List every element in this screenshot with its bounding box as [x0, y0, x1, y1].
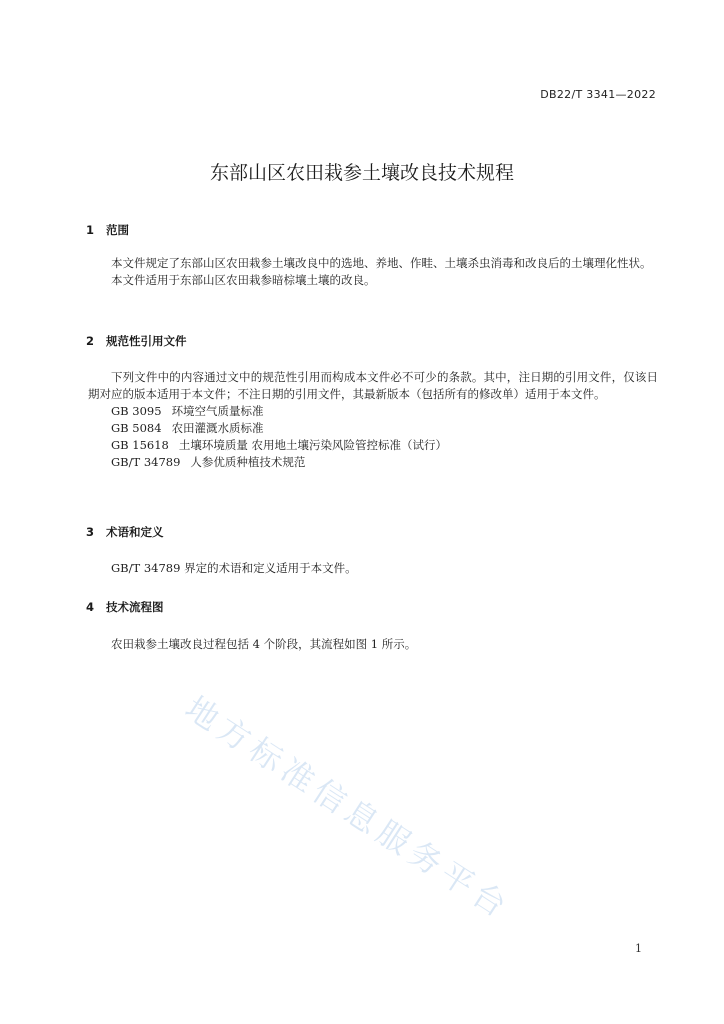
section-number: 1 [86, 223, 95, 237]
section-1-heading [86, 222, 129, 238]
reference-code: GB 15618 [111, 438, 169, 452]
reference-title: 农田灌溉水质标准 [171, 421, 264, 435]
paragraph: 本文件规定了东部山区农田栽参土壤改良中的选地、养地、作畦、土壤杀虫消毒和改良后的土壤理化性状。 [111, 256, 652, 270]
reference-item [88, 437, 658, 454]
section-title: 技术流程图 [106, 600, 164, 614]
section-number: 4 [86, 600, 95, 614]
reference-code: GB 5084 [111, 421, 162, 435]
reference-title: 环境空气质量标准 [171, 404, 264, 418]
section-3-body [88, 560, 658, 577]
section-title: 规范性引用文件 [106, 334, 187, 348]
section-4-body [88, 636, 658, 653]
document-title: 东部山区农田栽参土壤改良技术规程 [209, 162, 514, 184]
reference-item [88, 403, 658, 420]
section-2-body [88, 369, 658, 471]
standard-code: DB22/T 3341—2022 [540, 88, 656, 101]
section-title: 范围 [106, 223, 129, 237]
reference-code: GB 3095 [111, 404, 162, 418]
paragraph: GB/T 34789 界定的术语和定义适用于本文件。 [111, 561, 357, 575]
reference-code: GB/T 34789 [111, 455, 181, 469]
section-1-body [88, 255, 658, 289]
reference-item [88, 420, 658, 437]
section-number: 3 [86, 525, 95, 539]
paragraph: 农田栽参土壤改良过程包括 4 个阶段，其流程如图 1 所示。 [111, 637, 417, 651]
section-number: 2 [86, 334, 95, 348]
paragraph: 本文件适用于东部山区农田栽参暗棕壤土壤的改良。 [111, 273, 376, 287]
reference-item [88, 454, 658, 471]
section-4-heading [86, 599, 164, 615]
section-2-heading [86, 333, 187, 349]
watermark: 地方标准信息服务平台 [178, 688, 518, 928]
reference-title: 人参优质种植技术规范 [190, 455, 306, 469]
reference-title: 土壤环境质量 农用地土壤污染风险管控标准（试行） [178, 438, 448, 452]
paragraph: 下列文件中的内容通过文中的规范性引用而构成本文件必不可少的条款。其中，注日期的引用文件，仅该日期对应的版本适用于本文件；不注日期的引用文件，其最新版本（包括所有的修改单）适用于本文件。 [88, 370, 658, 401]
section-title: 术语和定义 [106, 525, 164, 539]
page-number: 1 [635, 942, 642, 955]
section-3-heading [86, 524, 164, 540]
